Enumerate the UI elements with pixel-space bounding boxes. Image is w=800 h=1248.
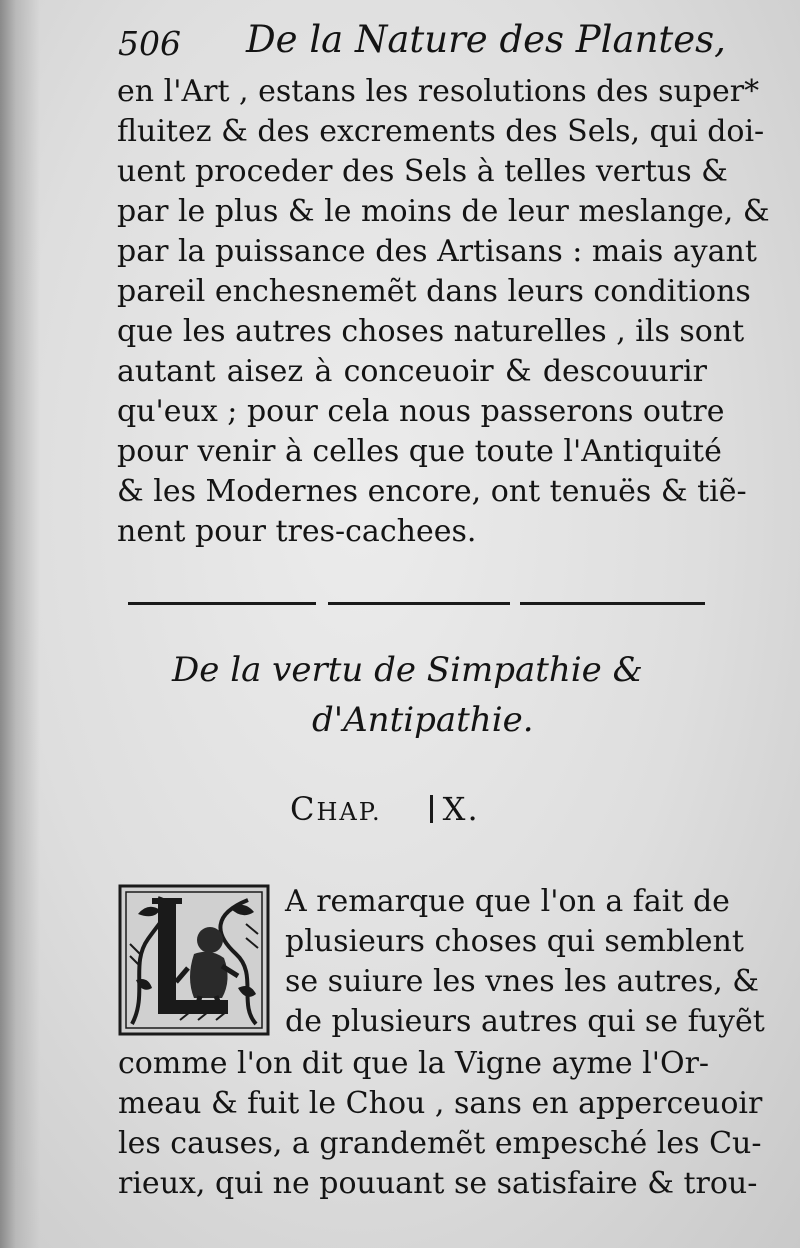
section-divider <box>328 602 510 605</box>
text-line: rieux, qui ne pouuant se satisfaire & trou- <box>118 1166 758 1201</box>
text-line: comme l'on dit que la Vigne ayme l'Or- <box>118 1046 710 1081</box>
page-gutter-shadow <box>0 0 40 1248</box>
text-line: que les autres choses naturelles , ils sont <box>117 314 745 349</box>
text-line: par le plus & le moins de leur meslange, & <box>117 194 770 229</box>
text-line: de plusieurs autres qui se fuyẽt <box>285 1004 765 1039</box>
text-line: fluitez & des excrements des Sels, qui doi- <box>117 114 765 149</box>
text-line: se suiure les vnes les autres, & <box>285 964 759 999</box>
section-divider <box>520 602 705 605</box>
chapter-label-initial: C <box>290 790 317 828</box>
text-line: nent pour tres-cachees. <box>117 514 477 549</box>
text-line: plusieurs choses qui semblent <box>285 924 744 959</box>
text-line: pareil enchesnemẽt dans leurs conditions <box>117 274 751 309</box>
text-line: autant aisez à conceuoir & descouurir <box>117 354 707 389</box>
page-header <box>118 18 726 68</box>
text-line: en l'Art , estans les resolutions des super* <box>117 74 760 109</box>
text-line: & les Modernes encore, ont tenuës & tiẽ- <box>117 474 747 509</box>
text-line: qu'eux ; pour cela nous passerons outre <box>117 394 725 429</box>
text-line: meau & fuit le Chou , sans en apperceuoir <box>118 1086 763 1121</box>
chapter-heading <box>290 790 480 828</box>
text-line: les causes, a grandemẽt empesché les Cu- <box>118 1126 762 1161</box>
text-line: A remarque que l'on a fait de <box>285 884 730 919</box>
running-title: De la Nature des Plantes, <box>246 18 726 61</box>
chapter-separator <box>430 795 433 823</box>
text-line: par la puissance des Artisans : mais ayant <box>117 234 757 269</box>
section-title: De la vertu de Simpathie & <box>172 650 643 690</box>
ornamental-drop-cap-icon <box>118 884 270 1036</box>
text-line: uent proceder des Sels à telles vertus & <box>117 154 728 189</box>
section-divider <box>128 602 316 605</box>
chapter-label-rest: HAP. <box>316 798 382 826</box>
text-line: pour venir à celles que toute l'Antiquité <box>117 434 722 469</box>
chapter-number: X. <box>442 790 480 828</box>
section-title-continued: d'Antipathie. <box>312 700 534 740</box>
page-number: 506 <box>118 24 181 63</box>
